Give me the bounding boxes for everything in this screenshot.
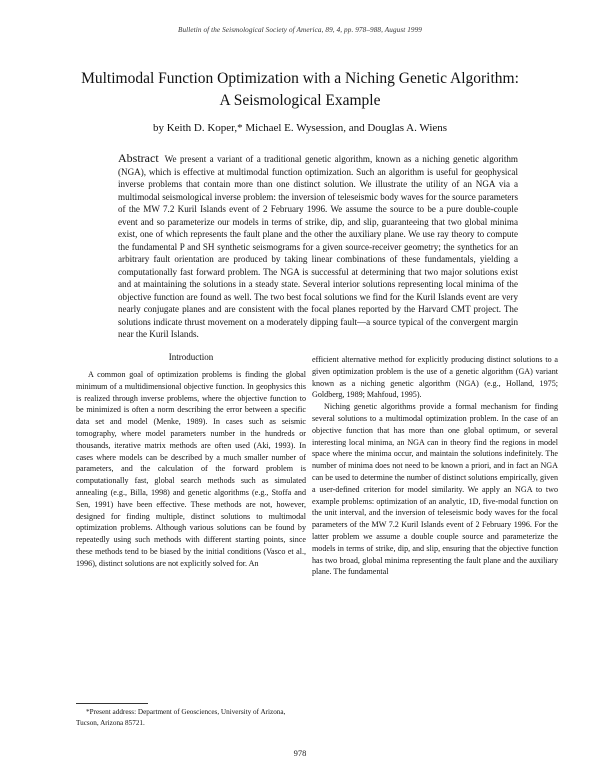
- abstract-block: [118, 152, 518, 341]
- title-line-2: A Seismological Example: [219, 92, 381, 109]
- left-column: [76, 369, 306, 570]
- title-line-1: Multimodal Function Optimization with a Niching Genetic Algorithm:: [81, 70, 519, 87]
- intro-paragraph-1: A common goal of optimization problems is finding the global minimum of a multidimensional objective function. In geophysics this is realized through inverse problems, where the objective function to be minimized is often a norm describing the error between a specific data set and model (Menke, 1989). In cases such as seismic tomography, where model parameters number in the hundreds or thousands, iterative matrix methods are often used (Aki, 1993). In cases where models can be described by a much smaller number of parameters, and the calculation of the forward problem is computationally fast, global search methods such as simulated annealing (e.g., Billa, 1998) and genetic algorithms (e.g., Stoffa and Sen, 1991) have been effective. These methods are not, however, designed for finding multiple, distinct solutions to multimodal optimization problems. Although various solutions can be found by repeatedly using such methods with different starting points, since these methods tend to be biased by the initial conditions (Vasco et al., 1996), distinct solutions are not explicitly solved for. An: [76, 370, 306, 568]
- paper-title: [40, 68, 560, 112]
- affiliation-footnote: *Present address: Department of Geosciences, University of Arizona, Tucson, Arizona 85721.: [76, 708, 286, 727]
- abstract-label: Abstract: [118, 151, 159, 165]
- abstract-text: We present a variant of a traditional genetic algorithm, known as a niching genetic algorithm (NGA), which is effective at multimodal function optimization. Such an algorithm is useful for geophysical inverse problems that contain more than one distinct solution. We illustrate the utility of an NGA via a multimodal seismological inverse problem: the inversion of teleseismic body waves for the source parameters of the MW 7.2 Kuril Islands event of 2 February 1996. We assume the source to be a pure double-couple event and so parameterize our models in terms of strike, dip, and slip, guaranteeing that two global minima exist, one of which represents the fault plane and the other the auxiliary plane. We use ray theory to compute the fundamental P and SH synthetic seismograms for a given source-receiver geometry; the synthetics for an arbitrary fault orientation are produced by taking linear combinations of these fundamentals, yielding a computationally fast forward problem. The NGA is successful at determining that two major solutions exist and at maintaining the solutions in a steady state. Several interior solutions representing local minima of the objective function are found as well. The two best focal solutions we find for the Kuril Islands event are very nearly conjugate planes and are consistent with the focal planes reported by the Harvard CMT project. The solutions indicate thrust movement on a moderately dipping fault—a source typical of the convergent margin near the Kuril Islands.: [118, 154, 518, 339]
- page-number: 978: [293, 748, 307, 758]
- author-line: by Keith D. Koper,* Michael E. Wysession, and Douglas A. Wiens: [152, 122, 448, 134]
- section-heading-introduction: Introduction: [168, 352, 214, 362]
- footnote-divider: [76, 703, 148, 704]
- journal-header: Bulletin of the Seismological Society of America, 89, 4, pp. 978–988, August 1999: [178, 26, 422, 34]
- intro-paragraph-2: Niching genetic algorithms provide a formal mechanism for finding several solutions to a multimodal optimization problem. In the case of an objective function that has more than one global optimum, or several interesting local minima, an NGA can in theory find the regions in model space where the minima occur, and maintain the solutions indefinitely. The number of minima does not need to be known a priori, and in fact an NGA can be used to determine the number of distinct solutions empirically, given a user-defined criterion for model similarity. We apply an NGA to two example problems: optimization of an analytic, 1D, five-modal function on the unit interval, and the inversion of teleseismic body waves for the focal parameters of the MW 7.2 Kuril Islands event of 2 February 1996. For the latter problem we assume a double couple source and parameterize the models in terms of strike, dip, and slip, ensuring that the objective function has two broad, global minima representing the fault plane and the auxiliary plane. The fundamental: [312, 402, 558, 577]
- intro-paragraph-1-continued: efficient alternative method for explicitly producing distinct solutions to a given optimization problem is the use of a genetic algorithm (GA) variant known as a niching genetic algorithm (NGA) (e.g., Holland, 1975; Goldberg, 1989; Mahfoud, 1995).: [312, 355, 558, 400]
- right-column: [312, 354, 558, 578]
